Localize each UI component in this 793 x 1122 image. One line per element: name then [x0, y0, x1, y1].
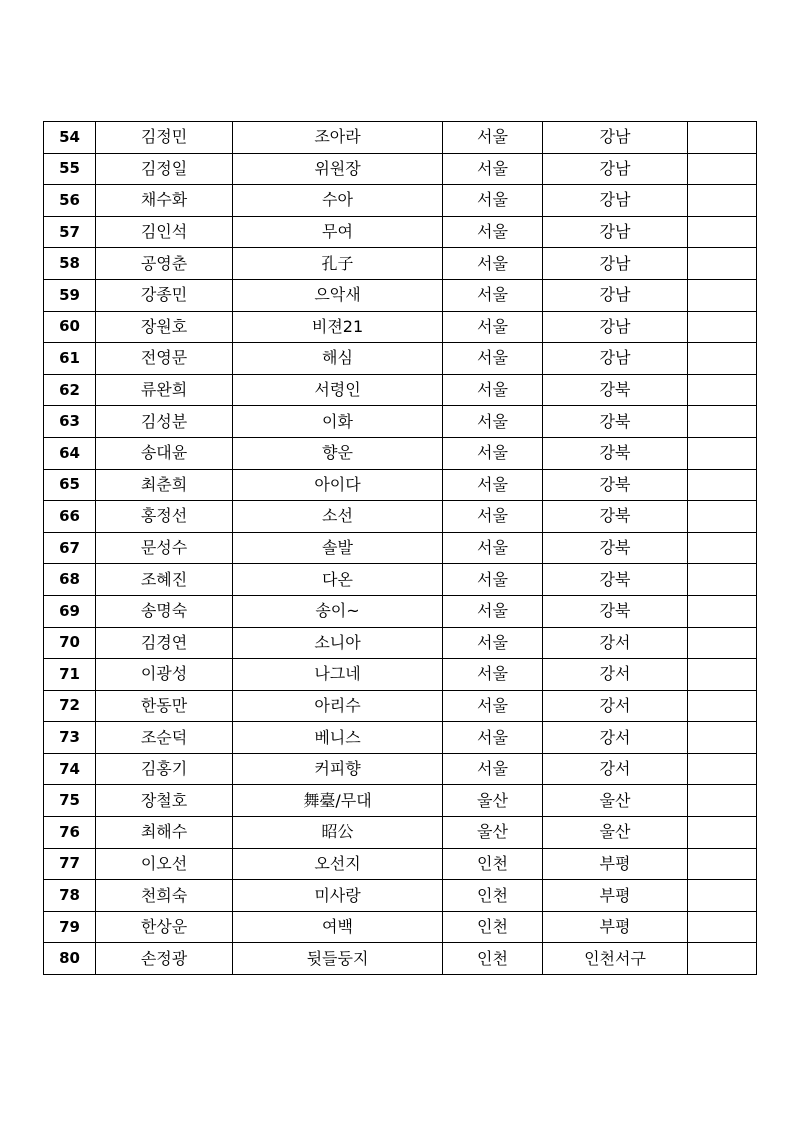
- district-cell: 강남: [543, 185, 688, 217]
- member-name-cell: 홍정선: [96, 501, 233, 533]
- note-cell: [688, 595, 757, 627]
- member-name-cell: 김홍기: [96, 753, 233, 785]
- region-cell: 서울: [443, 153, 543, 185]
- note-cell: [688, 437, 757, 469]
- district-cell: 강서: [543, 627, 688, 659]
- note-cell: [688, 279, 757, 311]
- nickname-cell: 昭公: [233, 817, 443, 849]
- member-name-cell: 장철호: [96, 785, 233, 817]
- note-cell: [688, 848, 757, 880]
- region-cell: 인천: [443, 848, 543, 880]
- nickname-cell: 나그네: [233, 659, 443, 691]
- nickname-cell: 아이다: [233, 469, 443, 501]
- note-cell: [688, 564, 757, 596]
- nickname-cell: 舞臺/무대: [233, 785, 443, 817]
- nickname-cell: 조아라: [233, 122, 443, 154]
- row-number-cell: 58: [44, 248, 96, 280]
- row-number-cell: 77: [44, 848, 96, 880]
- district-cell: 강서: [543, 753, 688, 785]
- nickname-cell: 미사랑: [233, 880, 443, 912]
- table-row: [44, 532, 757, 564]
- region-cell: 서울: [443, 185, 543, 217]
- member-name-cell: 한상운: [96, 911, 233, 943]
- table-row: [44, 627, 757, 659]
- member-name-cell: 김성분: [96, 406, 233, 438]
- note-cell: [688, 817, 757, 849]
- table-row: [44, 153, 757, 185]
- nickname-cell: 이화: [233, 406, 443, 438]
- note-cell: [688, 153, 757, 185]
- row-number-cell: 59: [44, 279, 96, 311]
- row-number-cell: 79: [44, 911, 96, 943]
- table-row: [44, 216, 757, 248]
- row-number-cell: 62: [44, 374, 96, 406]
- region-cell: 서울: [443, 690, 543, 722]
- row-number-cell: 65: [44, 469, 96, 501]
- member-name-cell: 류완희: [96, 374, 233, 406]
- table-row: [44, 122, 757, 154]
- district-cell: 부평: [543, 848, 688, 880]
- nickname-cell: 여백: [233, 911, 443, 943]
- nickname-cell: 수아: [233, 185, 443, 217]
- nickname-cell: 다온: [233, 564, 443, 596]
- region-cell: 인천: [443, 943, 543, 975]
- row-number-cell: 71: [44, 659, 96, 691]
- table-row: [44, 343, 757, 375]
- table-row: [44, 848, 757, 880]
- nickname-cell: 오선지: [233, 848, 443, 880]
- note-cell: [688, 785, 757, 817]
- member-name-cell: 강종민: [96, 279, 233, 311]
- row-number-cell: 70: [44, 627, 96, 659]
- note-cell: [688, 943, 757, 975]
- member-name-cell: 천희숙: [96, 880, 233, 912]
- table-row: [44, 690, 757, 722]
- table-row: [44, 753, 757, 785]
- member-name-cell: 공영춘: [96, 248, 233, 280]
- row-number-cell: 54: [44, 122, 96, 154]
- note-cell: [688, 722, 757, 754]
- table-row: [44, 406, 757, 438]
- note-cell: [688, 216, 757, 248]
- row-number-cell: 72: [44, 690, 96, 722]
- nickname-cell: 孔子: [233, 248, 443, 280]
- row-number-cell: 61: [44, 343, 96, 375]
- region-cell: 인천: [443, 880, 543, 912]
- region-cell: 서울: [443, 343, 543, 375]
- region-cell: 서울: [443, 722, 543, 754]
- region-cell: 서울: [443, 122, 543, 154]
- row-number-cell: 57: [44, 216, 96, 248]
- note-cell: [688, 343, 757, 375]
- note-cell: [688, 627, 757, 659]
- member-name-cell: 김정일: [96, 153, 233, 185]
- region-cell: 서울: [443, 532, 543, 564]
- nickname-cell: 베니스: [233, 722, 443, 754]
- member-name-cell: 조순덕: [96, 722, 233, 754]
- member-name-cell: 김정민: [96, 122, 233, 154]
- member-name-cell: 최해수: [96, 817, 233, 849]
- district-cell: 강남: [543, 153, 688, 185]
- row-number-cell: 64: [44, 437, 96, 469]
- district-cell: 강북: [543, 469, 688, 501]
- note-cell: [688, 248, 757, 280]
- table-row: [44, 564, 757, 596]
- district-cell: 강남: [543, 311, 688, 343]
- region-cell: 서울: [443, 595, 543, 627]
- row-number-cell: 67: [44, 532, 96, 564]
- region-cell: 서울: [443, 501, 543, 533]
- region-cell: 인천: [443, 911, 543, 943]
- member-name-cell: 이오선: [96, 848, 233, 880]
- nickname-cell: 비젼21: [233, 311, 443, 343]
- region-cell: 서울: [443, 374, 543, 406]
- member-table-body: [44, 122, 757, 975]
- district-cell: 울산: [543, 785, 688, 817]
- table-row: [44, 437, 757, 469]
- table-row: [44, 469, 757, 501]
- region-cell: 서울: [443, 437, 543, 469]
- nickname-cell: 아리수: [233, 690, 443, 722]
- district-cell: 부평: [543, 880, 688, 912]
- table-row: [44, 248, 757, 280]
- district-cell: 울산: [543, 817, 688, 849]
- member-name-cell: 송대윤: [96, 437, 233, 469]
- district-cell: 강남: [543, 122, 688, 154]
- table-row: [44, 595, 757, 627]
- nickname-cell: 해심: [233, 343, 443, 375]
- nickname-cell: 커피향: [233, 753, 443, 785]
- note-cell: [688, 753, 757, 785]
- region-cell: 서울: [443, 627, 543, 659]
- nickname-cell: 향운: [233, 437, 443, 469]
- note-cell: [688, 690, 757, 722]
- district-cell: 인천서구: [543, 943, 688, 975]
- row-number-cell: 56: [44, 185, 96, 217]
- district-cell: 강북: [543, 532, 688, 564]
- region-cell: 울산: [443, 817, 543, 849]
- row-number-cell: 80: [44, 943, 96, 975]
- member-name-cell: 송명숙: [96, 595, 233, 627]
- note-cell: [688, 911, 757, 943]
- region-cell: 서울: [443, 279, 543, 311]
- member-name-cell: 최춘희: [96, 469, 233, 501]
- table-row: [44, 722, 757, 754]
- note-cell: [688, 122, 757, 154]
- district-cell: 강남: [543, 343, 688, 375]
- region-cell: 울산: [443, 785, 543, 817]
- row-number-cell: 66: [44, 501, 96, 533]
- row-number-cell: 78: [44, 880, 96, 912]
- district-cell: 강남: [543, 216, 688, 248]
- district-cell: 강북: [543, 437, 688, 469]
- district-cell: 강서: [543, 722, 688, 754]
- note-cell: [688, 659, 757, 691]
- note-cell: [688, 532, 757, 564]
- nickname-cell: 위원장: [233, 153, 443, 185]
- table-row: [44, 880, 757, 912]
- row-number-cell: 63: [44, 406, 96, 438]
- region-cell: 서울: [443, 659, 543, 691]
- district-cell: 강북: [543, 595, 688, 627]
- district-cell: 강북: [543, 564, 688, 596]
- nickname-cell: 으악새: [233, 279, 443, 311]
- nickname-cell: 소선: [233, 501, 443, 533]
- row-number-cell: 69: [44, 595, 96, 627]
- member-name-cell: 이광성: [96, 659, 233, 691]
- table-row: [44, 374, 757, 406]
- note-cell: [688, 374, 757, 406]
- member-name-cell: 손정광: [96, 943, 233, 975]
- table-row: [44, 185, 757, 217]
- note-cell: [688, 185, 757, 217]
- member-name-cell: 채수화: [96, 185, 233, 217]
- nickname-cell: 솔발: [233, 532, 443, 564]
- member-name-cell: 김경연: [96, 627, 233, 659]
- nickname-cell: 소니아: [233, 627, 443, 659]
- district-cell: 강남: [543, 248, 688, 280]
- member-name-cell: 김인석: [96, 216, 233, 248]
- row-number-cell: 76: [44, 817, 96, 849]
- region-cell: 서울: [443, 469, 543, 501]
- member-name-cell: 문성수: [96, 532, 233, 564]
- note-cell: [688, 880, 757, 912]
- table-row: [44, 911, 757, 943]
- row-number-cell: 60: [44, 311, 96, 343]
- region-cell: 서울: [443, 406, 543, 438]
- row-number-cell: 55: [44, 153, 96, 185]
- note-cell: [688, 311, 757, 343]
- district-cell: 부평: [543, 911, 688, 943]
- district-cell: 강서: [543, 690, 688, 722]
- region-cell: 서울: [443, 248, 543, 280]
- member-name-cell: 전영문: [96, 343, 233, 375]
- district-cell: 강북: [543, 374, 688, 406]
- row-number-cell: 74: [44, 753, 96, 785]
- nickname-cell: 송이~: [233, 595, 443, 627]
- nickname-cell: 뒷들둥지: [233, 943, 443, 975]
- region-cell: 서울: [443, 753, 543, 785]
- row-number-cell: 68: [44, 564, 96, 596]
- member-name-cell: 한동만: [96, 690, 233, 722]
- table-row: [44, 943, 757, 975]
- table-row: [44, 501, 757, 533]
- member-name-cell: 조혜진: [96, 564, 233, 596]
- table-row: [44, 817, 757, 849]
- row-number-cell: 75: [44, 785, 96, 817]
- note-cell: [688, 406, 757, 438]
- member-table: [43, 121, 757, 975]
- district-cell: 강남: [543, 279, 688, 311]
- note-cell: [688, 501, 757, 533]
- region-cell: 서울: [443, 311, 543, 343]
- note-cell: [688, 469, 757, 501]
- district-cell: 강북: [543, 501, 688, 533]
- district-cell: 강서: [543, 659, 688, 691]
- region-cell: 서울: [443, 216, 543, 248]
- table-row: [44, 279, 757, 311]
- member-name-cell: 장원호: [96, 311, 233, 343]
- nickname-cell: 서령인: [233, 374, 443, 406]
- table-row: [44, 785, 757, 817]
- district-cell: 강북: [543, 406, 688, 438]
- row-number-cell: 73: [44, 722, 96, 754]
- table-row: [44, 659, 757, 691]
- nickname-cell: 무여: [233, 216, 443, 248]
- table-row: [44, 311, 757, 343]
- region-cell: 서울: [443, 564, 543, 596]
